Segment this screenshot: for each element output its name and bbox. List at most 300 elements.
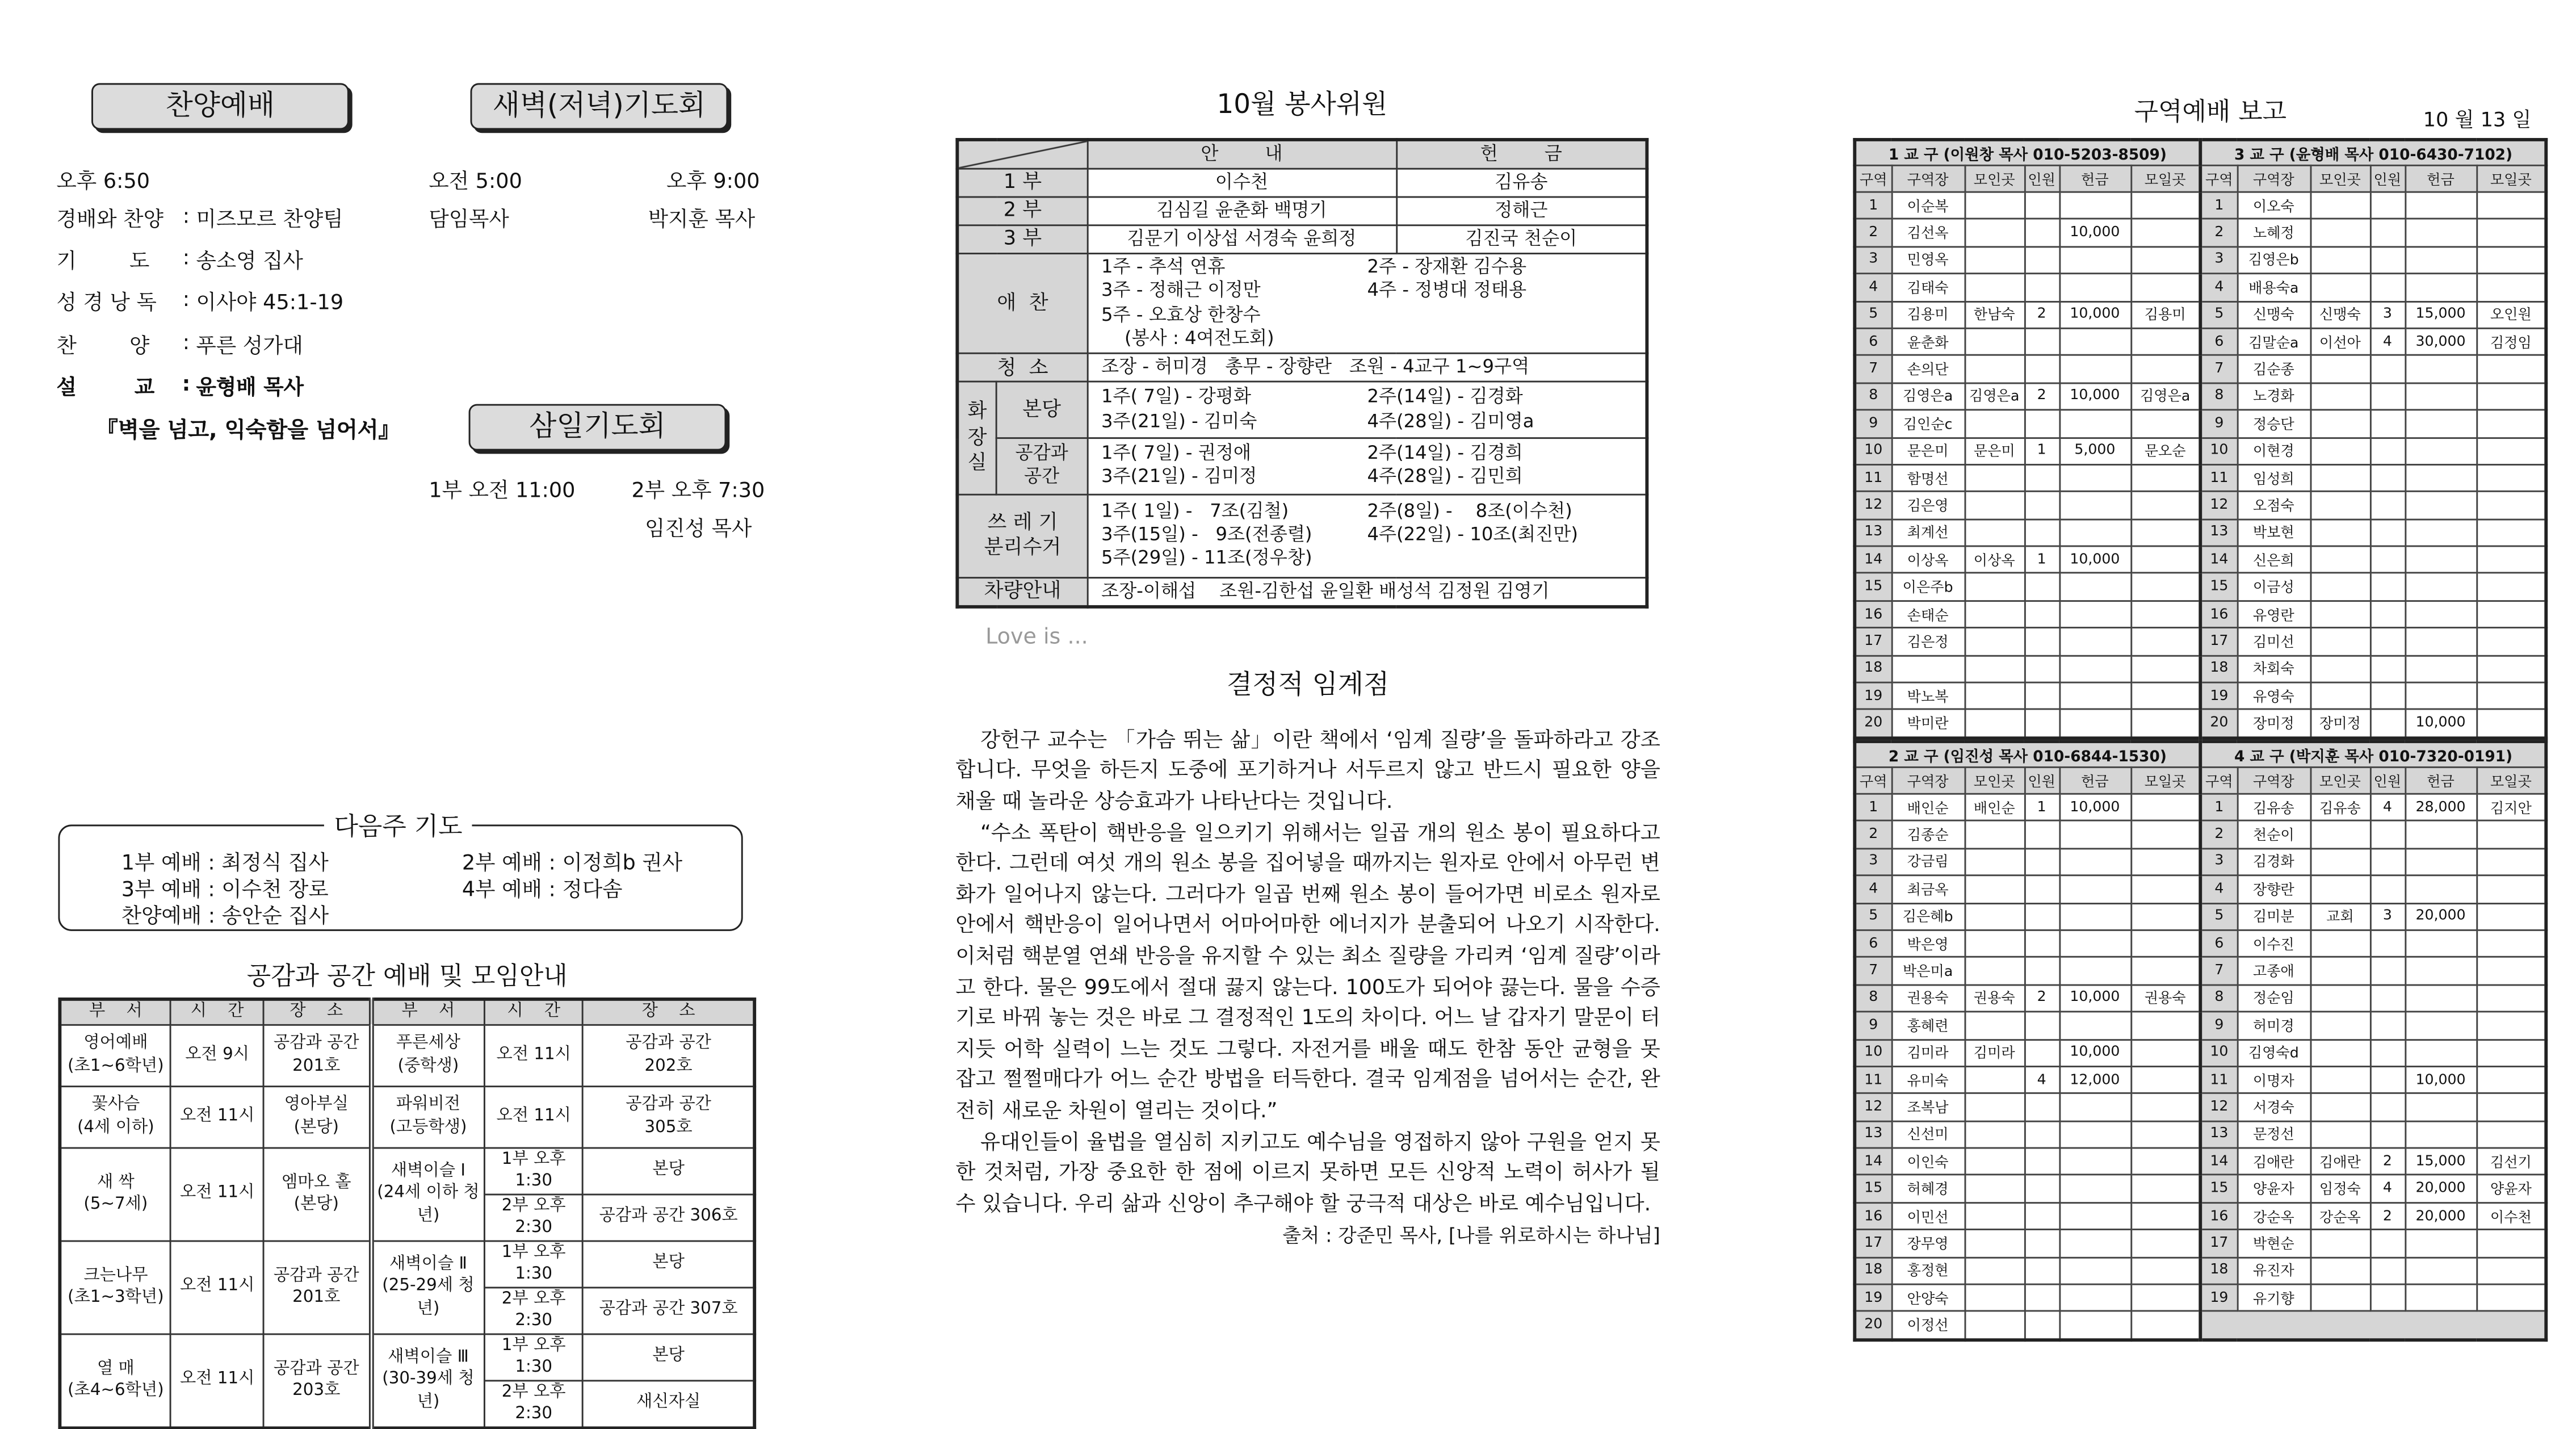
session-place-cell: 새신자실 [584,1380,755,1427]
district-title-row [1855,140,2546,165]
attendance-count [2370,710,2405,737]
district-number: 17 [2200,1230,2237,1257]
attendance-count [2024,710,2059,737]
offering-amount [2405,984,2477,1012]
district-row [1855,355,2546,383]
next-host [2130,1121,2200,1148]
offering-cell: 김유송 [1396,169,1647,197]
meeting-place: 권용숙 [1965,984,2024,1012]
district-leader: 신선미 [1891,1121,1965,1148]
dept-cell: 새벽이슬 Ⅱ (25-29세 청년) [371,1241,484,1334]
district-leader: 김유송 [2237,794,2310,821]
worship-item-label: 경배와 찬양 [56,206,163,232]
offering-amount [2405,848,2477,875]
district-number: 13 [2200,1121,2237,1148]
offering-amount [2405,437,2477,464]
district-number: 7 [2200,355,2237,383]
duty-line [1101,547,1645,571]
attendance-count [2370,682,2405,710]
district-leader: 문정선 [2237,1121,2310,1148]
next-host: 권용숙 [2130,984,2200,1012]
next-host [2130,710,2200,737]
district-leader: 박은영 [1891,930,1965,957]
duty-entry: 1주( 7일) - 강평화 [1101,386,1252,408]
colon: : [182,328,190,354]
duty-entry: 3주(21일) - 김미숙 [1101,410,1257,432]
offering-amount [2059,274,2130,301]
offering-amount [2059,492,2130,519]
offering-amount: 10,000 [2059,383,2130,410]
dawn-evening-time: 오후 9:00 [666,167,760,193]
district-row [1855,219,2546,246]
meeting-place: 김미라 [1965,1039,2024,1066]
district-leader: 김종순 [1891,821,1965,848]
district-leader: 김은영 [1891,492,1965,519]
next-host [2476,1066,2546,1093]
offering-amount [2059,1284,2130,1311]
attendance-count: 4 [2370,794,2405,821]
district-leader: 김태숙 [1891,274,1965,301]
meeting-place [1965,1175,2024,1202]
wednesday-first: 1부 오전 11:00 [429,477,576,502]
next-host [2130,1257,2200,1284]
meeting-place [2310,573,2370,601]
district-number: 20 [2200,710,2237,737]
district-leader: 문은미 [1891,437,1965,464]
offering-amount [2405,1230,2477,1257]
next-host [2476,682,2546,710]
offering-amount: 15,000 [2405,301,2477,328]
column-header: 구역장 [1891,165,1965,192]
meeting-place [1965,957,2024,984]
offering-amount: 20,000 [2405,1202,2477,1230]
column-header: 인원 [2370,767,2405,794]
next-host [2130,875,2200,903]
attendance-count [2024,1121,2059,1148]
district-leader: 배용숙a [2237,274,2310,301]
district-number: 15 [1855,573,1891,601]
meeting-place [2310,984,2370,1012]
session-time-cell: 오전 11시 [484,1086,584,1147]
next-host [2130,957,2200,984]
attendance-count [2370,1230,2405,1257]
parking-label: 차량안내 [957,577,1087,606]
duty-line [1101,500,1645,523]
district-number: 8 [1855,383,1891,410]
restroom-sub-label: 본당 [996,382,1087,438]
district-number: 2 [1855,821,1891,848]
worship-item-value: 이사야 45:1-19 [196,290,344,315]
offering-amount [2059,328,2130,355]
service-row [957,225,1647,254]
wednesday-prayer-title: 삼일기도회 [469,404,727,451]
district-number: 5 [1855,301,1891,328]
offering-amount [2405,1284,2477,1311]
offering-amount [2059,710,2130,737]
column-header: 모일곳 [2476,767,2546,794]
offering-amount [2059,875,2130,903]
district-number: 8 [2200,383,2237,410]
column-header: 구역장 [2237,165,2310,192]
district-leader: 노혜정 [2237,219,2310,246]
worship-item-row [57,370,304,400]
duty-entry: 5주(29일) - 11조(정우창) [1101,547,1312,569]
attendance-count [2024,1311,2059,1339]
district-number: 16 [1855,1202,1891,1230]
space-schedule-title: 공감과 공간 예배 및 모임안내 [246,961,568,991]
next-host [2476,437,2546,464]
offering-amount [2405,410,2477,437]
district-leader: 양윤자 [2237,1175,2310,1202]
attendance-count [2024,655,2059,682]
guide-cell: 김문기 이상섭 서경숙 윤희정 [1087,225,1396,254]
dept-cell: 새벽이슬 Ⅲ (30-39세 청년) [371,1333,484,1427]
attendance-count: 3 [2370,903,2405,930]
district-number: 5 [2200,903,2237,930]
attendance-count [2024,601,2059,628]
next-host [2476,1257,2546,1284]
district-row [1855,1093,2546,1121]
meeting-place [1965,1257,2024,1284]
district-number: 11 [2200,1066,2237,1093]
table-row [60,1333,754,1380]
column-header: 모인곳 [2310,165,2370,192]
attendance-count: 1 [2024,437,2059,464]
meeting-place [2310,682,2370,710]
duty-line [1101,410,1645,434]
offering-amount: 30,000 [2405,328,2477,355]
attendance-count [2024,410,2059,437]
district-number: 16 [1855,601,1891,628]
next-host [2476,1093,2546,1121]
meeting-place [1965,1311,2024,1339]
district-leader: 이명자 [2237,1066,2310,1093]
meeting-place [1965,192,2024,219]
district-row [1855,437,2546,464]
district-leader: 김경화 [2237,848,2310,875]
offering-amount [2059,355,2130,383]
next-host [2476,1121,2546,1148]
district-number: 1 [2200,794,2237,821]
worship-title: 찬양예배 [91,83,349,129]
offering-amount [2405,464,2477,492]
district-leader: 김미분 [2237,903,2310,930]
attendance-count [2370,492,2405,519]
prayer-item: 3부 예배 : 이수천 장로 [121,876,329,902]
district-number: 10 [2200,437,2237,464]
worship-time: 오후 6:50 [56,167,150,193]
duty-entry: (봉사 : 4여전도회) [1101,327,1274,349]
offering-amount: 10,000 [2059,984,2130,1012]
wednesday-second: 2부 오후 7:30 [631,477,765,502]
meeting-place [1965,464,2024,492]
column-header: 구역 [2200,767,2237,794]
district-leader: 오점숙 [2237,492,2310,519]
offering-amount [2405,1121,2477,1148]
district-number: 6 [2200,328,2237,355]
time-cell: 오전 11시 [171,1147,263,1241]
district-leader: 김말순a [2237,328,2310,355]
district-row [1855,1230,2546,1257]
colon: : [182,203,190,228]
district-row [1855,957,2546,984]
district-row [1855,410,2546,437]
offering-amount [2405,1012,2477,1039]
next-host [2130,848,2200,875]
next-host [2130,1230,2200,1257]
meeting-place: 김영은a [1965,383,2024,410]
cleaning-row [957,354,1647,383]
worship-item-value: 미즈모르 찬양팀 [196,206,343,232]
meeting-place [2310,1039,2370,1066]
district-row [1855,1311,2546,1339]
next-week-prayer-title: 다음주 기도 [324,808,472,843]
district-row [1855,984,2546,1012]
parking-row [957,577,1647,606]
district-leader: 조복남 [1891,1093,1965,1121]
meeting-place [1965,492,2024,519]
district-row [1855,328,2546,355]
district-number: 9 [1855,410,1891,437]
next-host: 김용미 [2130,301,2200,328]
district-number: 16 [2200,601,2237,628]
district-number: 6 [1855,328,1891,355]
next-host [2130,1093,2200,1121]
session-time-cell: 1부 오후 1:30 [484,1333,584,1380]
offering-amount [2405,1039,2477,1066]
space-schedule-table [58,998,756,1429]
restroom-label: 화 장 실 [957,382,996,494]
district-row [1855,1121,2546,1148]
meeting-place [2310,219,2370,246]
meeting-place [2310,1093,2370,1121]
district-row [1855,546,2546,573]
attendance-count [2024,875,2059,903]
meeting-place [1965,355,2024,383]
column-header: 인원 [2024,165,2059,192]
district-leader: 정승단 [2237,410,2310,437]
meeting-place [1965,875,2024,903]
attendance-count [2024,682,2059,710]
wednesday-leader: 임진성 목사 [644,515,752,540]
restroom-sub-label: 공감과 공간 [996,438,1087,494]
meeting-place [2310,519,2370,546]
next-host [2130,1284,2200,1311]
district-leader: 이상옥 [1891,546,1965,573]
table-row [60,1086,754,1147]
district-number: 9 [2200,410,2237,437]
district-number: 13 [1855,519,1891,546]
attendance-count [2024,1148,2059,1175]
next-host [2130,1012,2200,1039]
meeting-place [1965,1202,2024,1230]
next-host [2476,219,2546,246]
essay-paragraph: 유대인들이 율법을 열심히 지키고도 예수님을 영접하지 않아 구원을 얻지 못한 것처럼, 가장 중요한 한 점에 이르지 못하면 모든 신앙적 노력이 허사가 될 수 있습니다. 우리 삶과 신앙이 추구해야 할 궁극적 대상은 바로 예수님입니다. [955,1128,1660,1215]
offering-amount [2405,192,2477,219]
district-row [1855,573,2546,601]
duty-entry: 4주 - 정병대 정태용 [1367,279,1527,301]
cleaning-cell: 조장 - 허미경 총무 - 장향란 조원 - 4교구 1~9구역 [1087,354,1647,383]
guide-cell: 김심길 윤춘화 백명기 [1087,197,1396,225]
district-leader: 김미선 [2237,628,2310,655]
meeting-place [2310,410,2370,437]
district-number: 17 [1855,1230,1891,1257]
next-host [2130,219,2200,246]
district-leader: 강금림 [1891,848,1965,875]
next-host: 문오순 [2130,437,2200,464]
district-leader: 박현순 [2237,1230,2310,1257]
attendance-count [2370,246,2405,274]
meeting-place: 문은미 [1965,437,2024,464]
district-number: 2 [1855,219,1891,246]
session-time-cell: 2부 오후 2:30 [484,1380,584,1427]
district-number: 16 [2200,1202,2237,1230]
session-place-cell: 본당 [584,1333,755,1380]
attendance-count [2024,519,2059,546]
duty-entry: 3주(15일) - 9조(전종렬) [1101,523,1312,546]
offering-amount [2405,355,2477,383]
meeting-place [1965,1284,2024,1311]
district-leader: 박은미a [1891,957,1965,984]
district-number: 15 [2200,1175,2237,1202]
duty-entry: 2주(14일) - 김경화 [1367,386,1523,408]
district-leader: 이현경 [2237,437,2310,464]
district-leader: 유영란 [2237,601,2310,628]
district-number: 4 [2200,274,2237,301]
district-number: 15 [1855,1175,1891,1202]
meeting-place [2310,492,2370,519]
offering-amount: 10,000 [2059,546,2130,573]
attendance-count [2370,1121,2405,1148]
parking-cell: 조장-이해섭 조원-김한섭 윤일환 배성석 김정원 김영기 [1087,577,1647,606]
duty-entry: 3주 - 정해근 이정만 [1101,279,1261,301]
district-number: 8 [1855,984,1891,1012]
offering-amount [2059,1012,2130,1039]
attendance-count [2370,1039,2405,1066]
district-number: 17 [2200,628,2237,655]
offering-amount [2059,628,2130,655]
meeting-place [1965,573,2024,601]
place-cell: 영아부실 (본당) [263,1086,371,1147]
dept-cell: 새벽이슬 Ⅰ (24세 이하 청년) [371,1147,484,1241]
offering-amount [2405,492,2477,519]
meeting-place [2310,1066,2370,1093]
district-leader: 홍정현 [1891,1257,1965,1284]
time-cell: 오전 11시 [171,1333,263,1427]
attendance-count [2024,573,2059,601]
attendance-count [2024,1012,2059,1039]
district-number: 11 [1855,1066,1891,1093]
worship-item-label: 찬 양 [56,332,150,357]
attendance-count [2024,903,2059,930]
next-host [2130,655,2200,682]
next-host [2476,519,2546,546]
duty-line [1101,280,1645,304]
meeting-place [2310,957,2370,984]
offering-amount [2059,246,2130,274]
duty-lines-cell [1087,438,1647,494]
attendance-count: 4 [2024,1066,2059,1093]
district-row [1855,875,2546,903]
district-leader: 신은희 [2237,546,2310,573]
attendance-count [2024,355,2059,383]
attendance-count [2024,192,2059,219]
meeting-place [2310,848,2370,875]
duty-entry: 3주(21일) - 김미정 [1101,466,1257,488]
district-leader: 권용숙 [1891,984,1965,1012]
attendance-count [2370,628,2405,655]
attendance-count: 2 [2024,984,2059,1012]
meal-row [957,254,1647,354]
attendance-count [2024,328,2059,355]
offering-amount: 10,000 [2059,794,2130,821]
meeting-place [2310,628,2370,655]
district-number: 20 [1855,1311,1891,1339]
attendance-count [2370,848,2405,875]
district-number: 3 [2200,246,2237,274]
column-header: 모일곳 [2476,165,2546,192]
district-number: 2 [2200,219,2237,246]
district-number: 12 [1855,492,1891,519]
next-host [2476,1012,2546,1039]
district-row [1855,383,2546,410]
attendance-count [2024,1257,2059,1284]
column-header: 인원 [2370,165,2405,192]
district-leader: 서경숙 [2237,1093,2310,1121]
meeting-place [1965,1093,2024,1121]
district-number: 7 [2200,957,2237,984]
next-host [2476,246,2546,274]
column-header: 장 소 [584,999,755,1024]
district-leader: 천순이 [2237,821,2310,848]
district-number: 14 [2200,1148,2237,1175]
next-host [2130,628,2200,655]
district-leader: 유영숙 [2237,682,2310,710]
duty-line [1101,328,1645,351]
dept-cell: 크는나무 (초1~3학년) [60,1241,171,1334]
session-time-cell: 2부 오후 2:30 [484,1194,584,1241]
district-number: 12 [2200,1093,2237,1121]
session-time-cell: 2부 오후 2:30 [484,1287,584,1334]
district-leader: 최계선 [1891,519,1965,546]
dept-cell: 파워비전 (고등학생) [371,1086,484,1147]
attendance-count [2024,957,2059,984]
column-header: 헌 금 [1396,140,1647,169]
prayer-item: 1부 예배 : 최정식 집사 [121,849,329,875]
next-host [2130,1175,2200,1202]
district-leader: 유기향 [2237,1284,2310,1311]
district-leader: 강순옥 [2237,1202,2310,1230]
attendance-count: 1 [2024,546,2059,573]
district-leader: 유미숙 [1891,1066,1965,1093]
attendance-count [2024,492,2059,519]
colon: : [182,286,190,312]
offering-amount [2059,464,2130,492]
column-header: 안 내 [1087,140,1396,169]
district-number: 12 [2200,492,2237,519]
duty-entry: 4주(28일) - 김미영a [1367,410,1534,432]
meeting-place [2310,192,2370,219]
meeting-place [1965,1012,2024,1039]
district-title: 4 교 구 (박지훈 목사 010-7320-0191) [2200,741,2546,767]
next-host [2476,655,2546,682]
next-host [2476,875,2546,903]
next-host: 김영은a [2130,383,2200,410]
next-host [2130,1066,2200,1093]
district-leader: 손의단 [1891,355,1965,383]
next-host: 이수천 [2476,1202,2546,1230]
district-leader: 김선옥 [1891,219,1965,246]
